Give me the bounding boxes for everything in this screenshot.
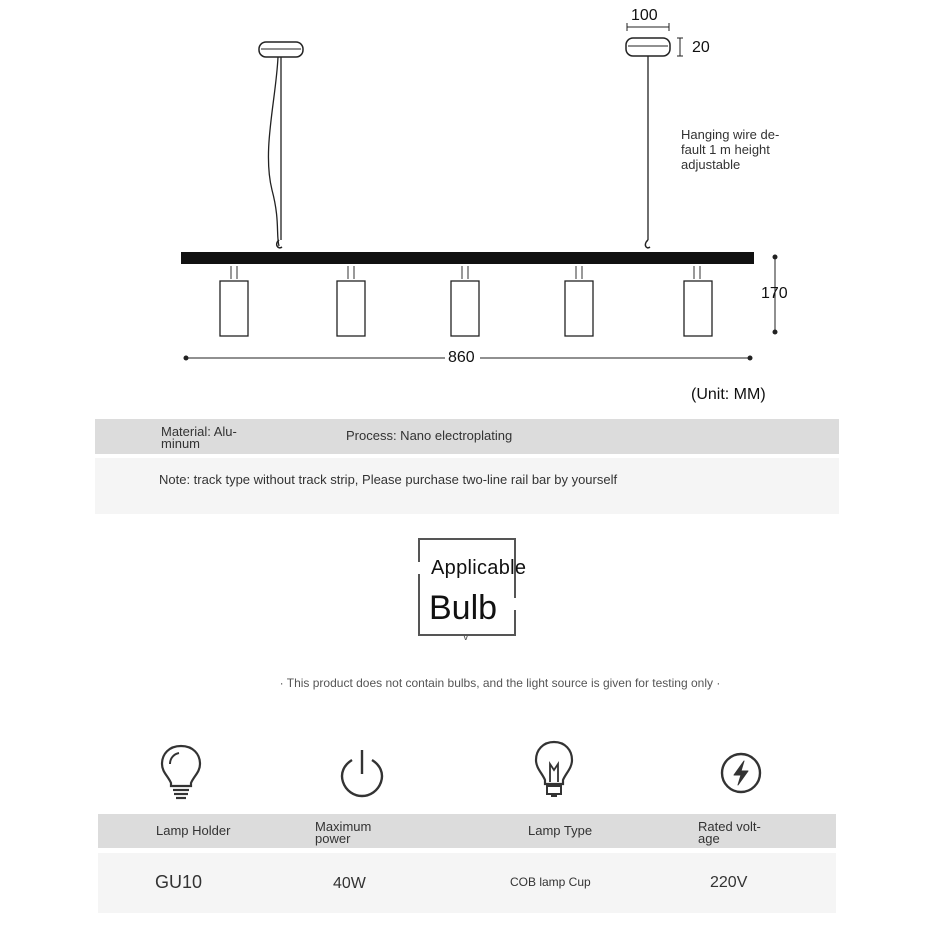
header-line: Rated volt- bbox=[698, 819, 761, 834]
top-width-label: 100 bbox=[631, 7, 658, 24]
header-line: Maximum bbox=[315, 819, 372, 834]
fixture-bar bbox=[181, 252, 754, 264]
canopy-height-dimension bbox=[677, 38, 683, 56]
bulb-title: Bulb bbox=[429, 589, 498, 627]
spotlight-2 bbox=[337, 266, 365, 336]
spotlight-5 bbox=[684, 266, 712, 336]
lightning-icon bbox=[716, 742, 766, 804]
unit-label: (Unit: MM) bbox=[691, 386, 766, 403]
right-ceiling-canopy bbox=[626, 38, 670, 56]
fixture-height-label: 170 bbox=[761, 285, 788, 302]
wire-note-line: adjustable bbox=[681, 157, 741, 172]
left-power-cable bbox=[268, 57, 279, 246]
spotlight-1 bbox=[220, 266, 248, 336]
rated-voltage-value: 220V bbox=[710, 874, 748, 891]
left-ceiling-canopy bbox=[259, 42, 303, 57]
filament-bulb-icon bbox=[529, 738, 579, 800]
spotlight-4 bbox=[565, 266, 593, 336]
bar-length-label: 860 bbox=[448, 349, 475, 366]
rated-voltage-header bbox=[698, 821, 761, 845]
maximum-power-value: 40W bbox=[333, 875, 366, 892]
canopy-height-label: 20 bbox=[692, 39, 710, 56]
power-icon bbox=[337, 744, 387, 806]
wire-note-line: fault 1 m height bbox=[681, 142, 770, 157]
lamp-holder-value: GU10 bbox=[155, 872, 203, 892]
process-spec: Process: Nano electroplating bbox=[346, 428, 513, 443]
material-spec bbox=[161, 426, 237, 450]
lamp-holder-header: Lamp Holder bbox=[156, 823, 231, 838]
spotlight-3 bbox=[451, 266, 479, 336]
header-line: power bbox=[315, 831, 351, 846]
material-line: minum bbox=[161, 436, 201, 451]
lightbulb-icon bbox=[156, 742, 206, 804]
track-note: Note: track type without track strip, Please purchase two-line rail bar by yourself bbox=[159, 472, 618, 487]
applicable-title: Applicable bbox=[431, 557, 527, 579]
chevron-down-icon: v bbox=[463, 631, 469, 643]
lamp-type-value: COB lamp Cup bbox=[510, 875, 591, 889]
wire-note-line: Hanging wire de- bbox=[681, 127, 780, 142]
bulb-disclaimer: · This product does not contain bulbs, and the light source is given for testing only · bbox=[279, 676, 721, 690]
header-line: age bbox=[698, 831, 720, 846]
material-line: Material: Alu- bbox=[161, 424, 237, 439]
lamp-type-header: Lamp Type bbox=[528, 823, 593, 838]
wire-note bbox=[681, 127, 779, 172]
maximum-power-header bbox=[315, 821, 371, 845]
